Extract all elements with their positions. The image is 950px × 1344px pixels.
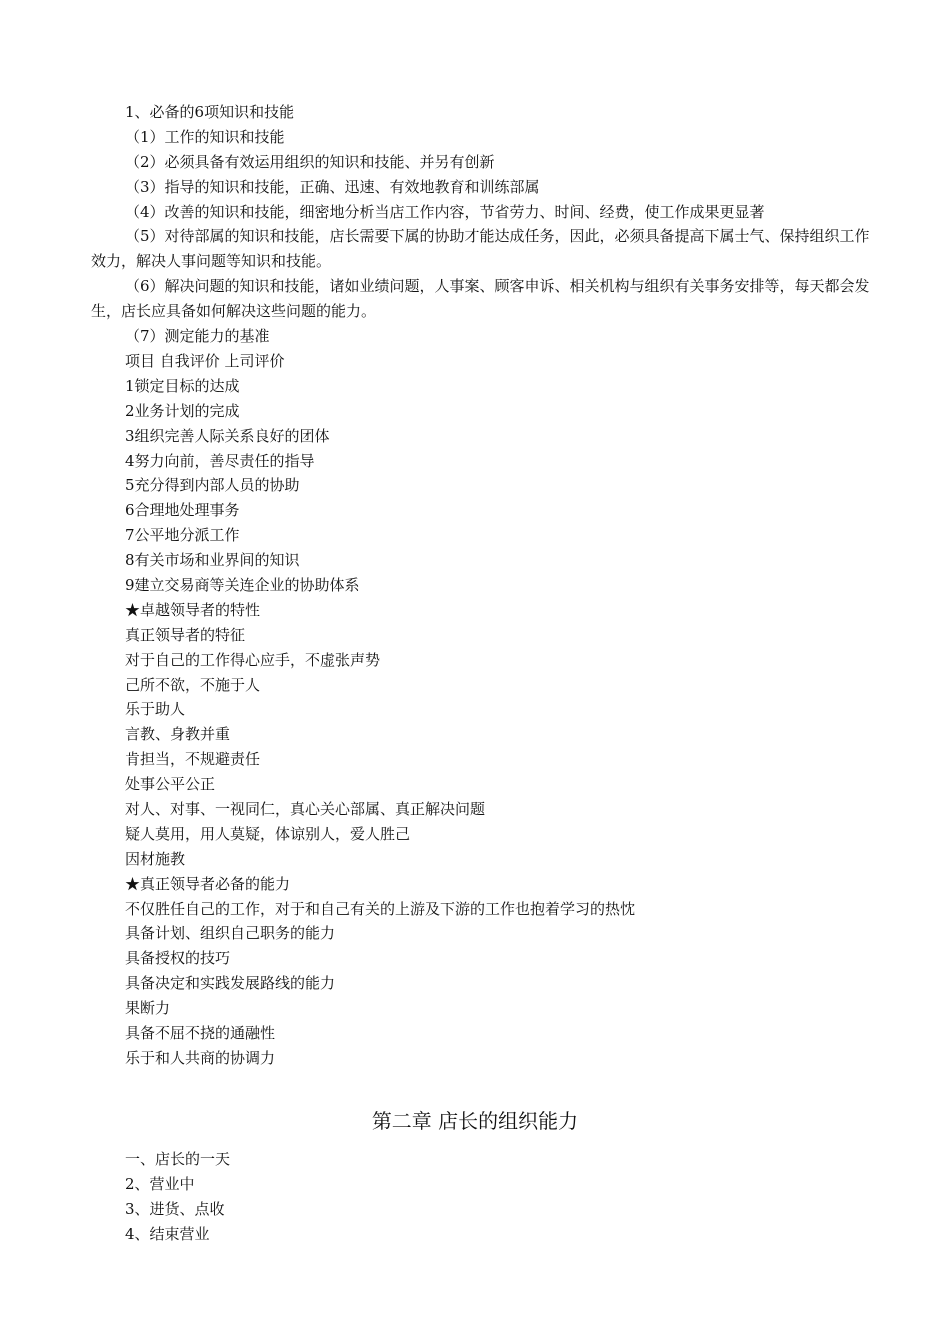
list-item: 4、结束营业 [125,1224,210,1243]
evaluation-item: 9建立交易商等关连企业的协助体系 [125,575,360,594]
list-item: 乐于助人 [125,700,186,719]
list-item: 不仅胜任自己的工作，对于和自己有关的上游及下游的工作也抱着学习的热忱 [125,899,636,918]
evaluation-item: 2业务计划的完成 [125,401,240,420]
list-item: 一、店长的一天 [125,1150,231,1168]
heading-six-skills: 1、必备的6项知识和技能 [125,103,295,121]
list-item: 肯担当，不规避责任 [125,750,261,769]
list-item: 对于自己的工作得心应手，不虚张声势 [125,650,381,669]
list-item: 真正领导者的特征 [125,625,246,644]
list-item: 处事公平公正 [125,775,216,794]
skill-item-6: （6）解决问题的知识和技能，诸如业绩问题，人事案、顾客申诉、相关机构与组织有关事务安排等，每天都会发生，店长应具备如何解决这些问题的能力。 [91,277,870,321]
chapter-title: 第二章 店长的组织能力 [371,1109,579,1133]
leadership-section [91,100,881,1071]
evaluation-item: 8有关市场和业界间的知识 [125,551,300,570]
skill-item-2: （2）必须具备有效运用组织的知识和技能、并另有创新 [125,152,495,171]
leader-traits-heading: ★卓越领导者的特性 [125,600,261,619]
store-manager-day-section [91,1147,881,1247]
leader-abilities-heading: ★真正领导者必备的能力 [125,874,291,893]
list-item: 2、营业中 [125,1174,195,1193]
evaluation-item: 3组织完善人际关系良好的团体 [125,426,330,445]
skill-item-4: （4）改善的知识和技能，细密地分析当店工作内容，节省劳力、时间、经费，使工作成果更显著 [125,202,765,221]
list-item: 具备授权的技巧 [125,949,231,968]
skill-item-5: （5）对待部属的知识和技能，店长需要下属的协助才能达成任务，因此，必须具备提高下属士气、保持组织工作效力，解决人事问题等知识和技能。 [91,227,870,271]
list-item: 果断力 [125,999,171,1018]
evaluation-header: 项目 自我评价 上司评价 [125,351,285,370]
list-item: 乐于和人共商的协调力 [125,1048,276,1067]
evaluation-item: 5充分得到内部人员的协助 [125,476,300,495]
list-item: 具备决定和实践发展路线的能力 [125,974,336,993]
skill-item-1: （1）工作的知识和技能 [125,127,285,146]
evaluation-item: 4努力向前，善尽责任的指导 [125,451,315,470]
evaluation-item: 1锁定目标的达成 [125,376,240,395]
list-item: 己所不欲，不施于人 [125,675,261,694]
list-item: 具备计划、组织自己职务的能力 [125,924,336,943]
skill-item-7: （7）测定能力的基准 [125,327,270,346]
evaluation-item: 6合理地处理事务 [125,501,240,520]
list-item: 对人、对事、一视同仁，真心关心部属、真正解决问题 [125,800,486,818]
list-item: 3、进货、点收 [125,1199,225,1218]
list-item: 具备不屈不挠的通融性 [125,1024,276,1043]
list-item: 疑人莫用，用人莫疑，体谅别人，爱人胜己 [125,824,411,843]
list-item: 言教、身教并重 [125,725,231,744]
list-item: 因材施教 [125,849,186,868]
evaluation-item: 7公平地分派工作 [125,526,240,545]
skill-item-3: （3）指导的知识和技能，正确、迅速、有效地教育和训练部属 [125,177,540,196]
